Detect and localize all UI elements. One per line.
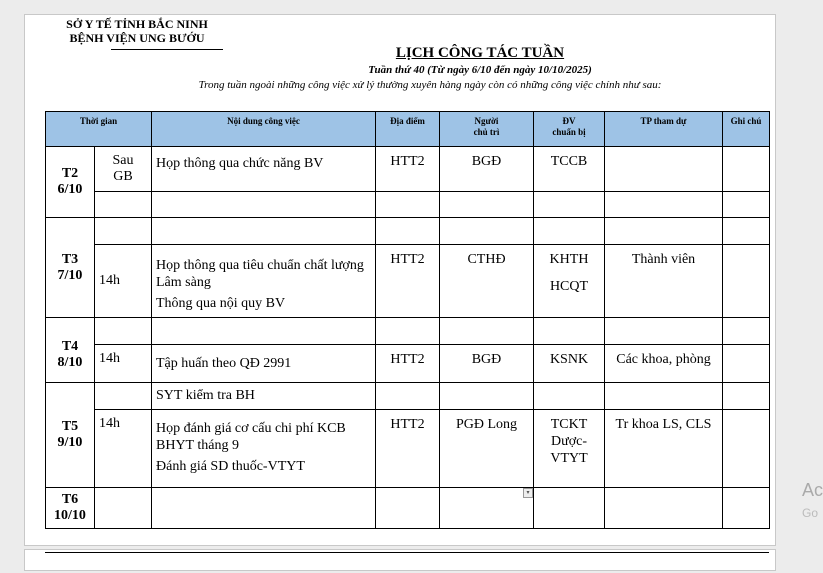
- table-row[interactable]: [46, 245, 770, 318]
- table-row[interactable]: [46, 218, 770, 245]
- page-title: LỊCH CÔNG TÁC TUẦN: [395, 45, 565, 61]
- next-page-table-edge: [45, 552, 769, 573]
- document-page: [24, 14, 776, 546]
- participants-cell[interactable]: Tr khoa LS, CLS: [605, 410, 723, 488]
- time-cell[interactable]: 14h: [95, 345, 152, 383]
- col-unit: ĐV chuẩn bị: [534, 112, 605, 147]
- activation-watermark: Ac: [802, 480, 823, 500]
- col-participants: TP tham dự: [605, 112, 723, 147]
- host-cell[interactable]: PGĐ Long: [440, 410, 534, 488]
- place-cell[interactable]: HTT2: [376, 147, 440, 192]
- col-time: Thời gian: [46, 112, 152, 147]
- day-cell: T2 6/10: [46, 147, 95, 218]
- unit-cell[interactable]: KHTH HCQT: [534, 245, 605, 318]
- table-row[interactable]: [46, 147, 770, 192]
- intro-note: Trong tuần ngoài những công việc xử lý thường xuyên hàng ngày còn có những công việc chính như sau:: [198, 79, 662, 91]
- participants-cell[interactable]: Các khoa, phòng: [605, 345, 723, 383]
- content-cell[interactable]: SYT kiểm tra BH: [152, 383, 376, 410]
- note-cell[interactable]: [723, 147, 770, 192]
- col-host: Người chủ trì: [440, 112, 534, 147]
- unit-cell[interactable]: KSNK: [534, 345, 605, 383]
- day-cell: T5 9/10: [46, 383, 95, 488]
- participants-cell[interactable]: [605, 147, 723, 192]
- org-hospital: BỆNH VIỆN UNG BƯỚU: [69, 31, 205, 45]
- time-cell[interactable]: Sau GB: [95, 147, 152, 192]
- col-place: Địa điểm: [376, 112, 440, 147]
- note-cell[interactable]: [723, 410, 770, 488]
- participants-cell[interactable]: Thành viên: [605, 245, 723, 318]
- day-cell: T6 10/10: [46, 488, 95, 529]
- next-page: [24, 549, 776, 571]
- note-cell[interactable]: [723, 345, 770, 383]
- place-cell[interactable]: HTT2: [376, 245, 440, 318]
- content-cell[interactable]: Họp thông qua tiêu chuẩn chất lượng Lâm sàng Thông qua nội quy BV: [152, 245, 376, 318]
- table-row[interactable]: [46, 383, 770, 410]
- table-row[interactable]: [46, 318, 770, 345]
- dropdown-handle-icon[interactable]: ▾: [523, 488, 533, 498]
- col-content: Nội dung công việc: [152, 112, 376, 147]
- content-cell[interactable]: Họp đánh giá cơ cấu chi phí KCB BHYT tháng 9 Đánh giá SD thuốc-VTYT: [152, 410, 376, 488]
- table-row[interactable]: [46, 488, 770, 529]
- place-cell[interactable]: HTT2: [376, 410, 440, 488]
- day-cell: T3 7/10: [46, 218, 95, 318]
- host-cell[interactable]: BGĐ: [440, 147, 534, 192]
- unit-cell[interactable]: TCKT Dược- VTYT: [534, 410, 605, 488]
- unit-cell[interactable]: TCCB: [534, 147, 605, 192]
- time-cell[interactable]: 14h: [95, 245, 152, 318]
- time-cell[interactable]: 14h: [95, 410, 152, 488]
- col-note: Ghi chú: [723, 112, 770, 147]
- host-cell[interactable]: CTHĐ: [440, 245, 534, 318]
- place-cell[interactable]: HTT2: [376, 345, 440, 383]
- organization-header: [57, 17, 217, 45]
- table-row[interactable]: [46, 345, 770, 383]
- table-header-row: [46, 112, 770, 147]
- table-row[interactable]: [46, 192, 770, 218]
- content-cell[interactable]: Họp thông qua chức năng BV: [152, 147, 376, 192]
- table-row[interactable]: [46, 410, 770, 488]
- schedule-table: [45, 111, 770, 529]
- note-cell[interactable]: [723, 245, 770, 318]
- activation-watermark-sub: Go: [802, 506, 819, 520]
- org-department: SỞ Y TẾ TỈNH BẮC NINH: [66, 17, 208, 31]
- day-cell: T4 8/10: [46, 318, 95, 383]
- host-cell[interactable]: BGĐ: [440, 345, 534, 383]
- content-cell[interactable]: Tập huấn theo QĐ 2991: [152, 345, 376, 383]
- week-subtitle: Tuần thứ 40 (Từ ngày 6/10 đến ngày 10/10/2025): [368, 64, 592, 76]
